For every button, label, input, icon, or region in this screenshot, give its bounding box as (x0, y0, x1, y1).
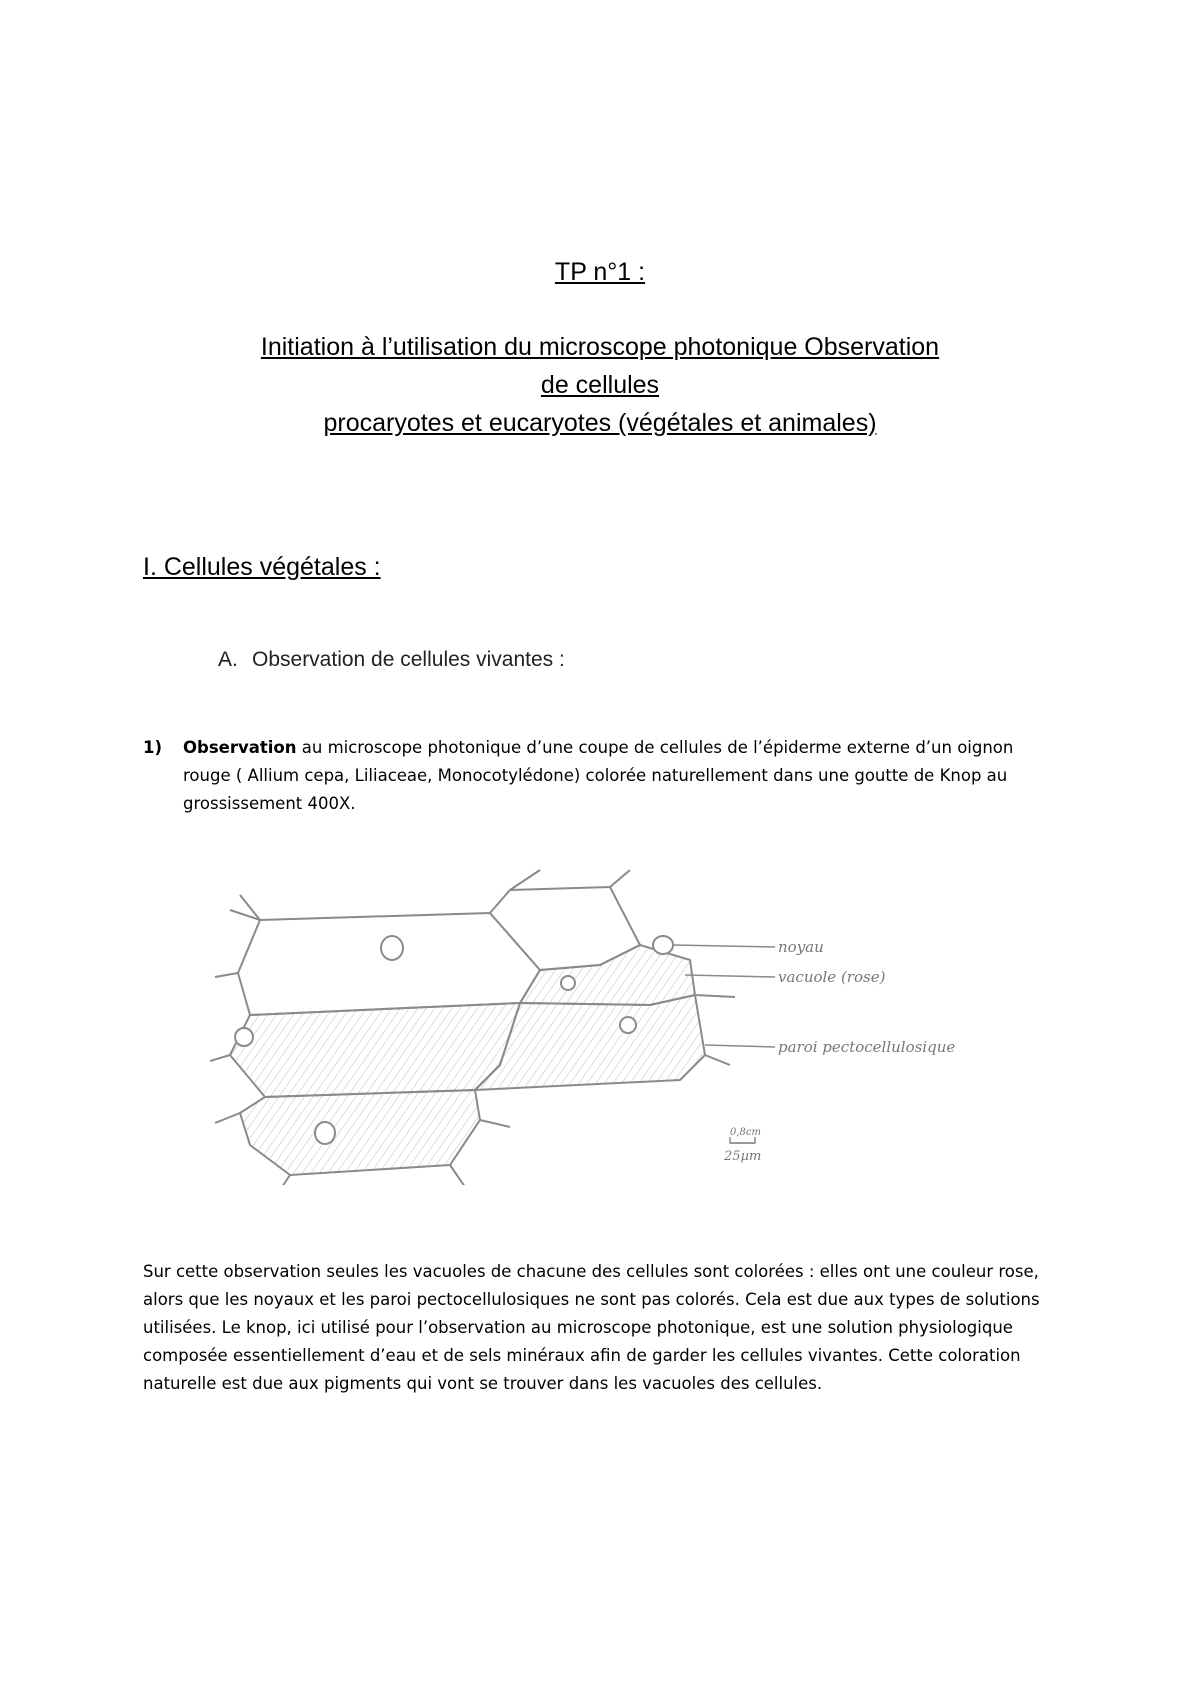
cell-1 (238, 913, 540, 1015)
nucleus-2 (653, 936, 673, 954)
subsection-heading (218, 648, 565, 672)
document-title: TP n°1 : (554, 258, 646, 286)
cell-6 (240, 1090, 480, 1175)
document-subtitle (0, 328, 1200, 442)
onion-cell-drawing (210, 865, 990, 1185)
subsection-title: Observation de cellules vivantes : (252, 648, 565, 671)
subtitle-line-2: de cellules (540, 371, 660, 399)
body-paragraph: Sur cette observation seules les vacuoles de chacune des cellules sont colorées : elles ont une couleur rose, alors que les noyaux et les paroi pectocellulosiques ne sont pas colorés. Cela est due aux types de solutions utilisées. Le knop, ici utilisé pour l’observation au microscope photonique, est une solution physiologique composée essentiellement d’eau et de sels minéraux afin de garder les cellules vivantes. Cette coloration naturelle est due aux pigments qui vont se trouver dans les vacuoles des cellules. (143, 1262, 1040, 1393)
section-heading: I. Cellules végétales : (143, 553, 381, 581)
label-noyau: noyau (778, 938, 824, 956)
nucleus-6 (315, 1122, 335, 1144)
scale-top: 0,8cm (730, 1127, 761, 1138)
nucleus-1 (381, 936, 403, 960)
list-item-bold-lead: Observation (183, 738, 297, 757)
subtitle-line-1: Initiation à l’utilisation du microscope photonique Observation (260, 333, 940, 361)
list-item-body: au microscope photonique d’une coupe de cellules de l’épiderme externe d’un oignon rouge ( Allium cepa, Liliaceae, Monocotylédone) colorée naturellement dans une goutte de Knop au grossissement 400X. (183, 738, 1014, 813)
subtitle-line-3: procaryotes et eucaryotes (végétales et animales) (323, 409, 877, 437)
list-item-number: 1) (143, 738, 163, 757)
list-item-text (183, 734, 1043, 818)
label-paroi: paroi pectocellulosique (778, 1038, 956, 1056)
scale-bottom: 25µm (724, 1149, 762, 1164)
nucleus-5 (620, 1017, 636, 1033)
label-vacuole: vacuole (rose) (778, 968, 886, 986)
nucleus-3 (561, 976, 575, 990)
list-item-1 (143, 734, 1043, 818)
nucleus-4 (235, 1028, 253, 1046)
cell-4 (230, 1003, 520, 1097)
subsection-label: A. (218, 648, 238, 671)
